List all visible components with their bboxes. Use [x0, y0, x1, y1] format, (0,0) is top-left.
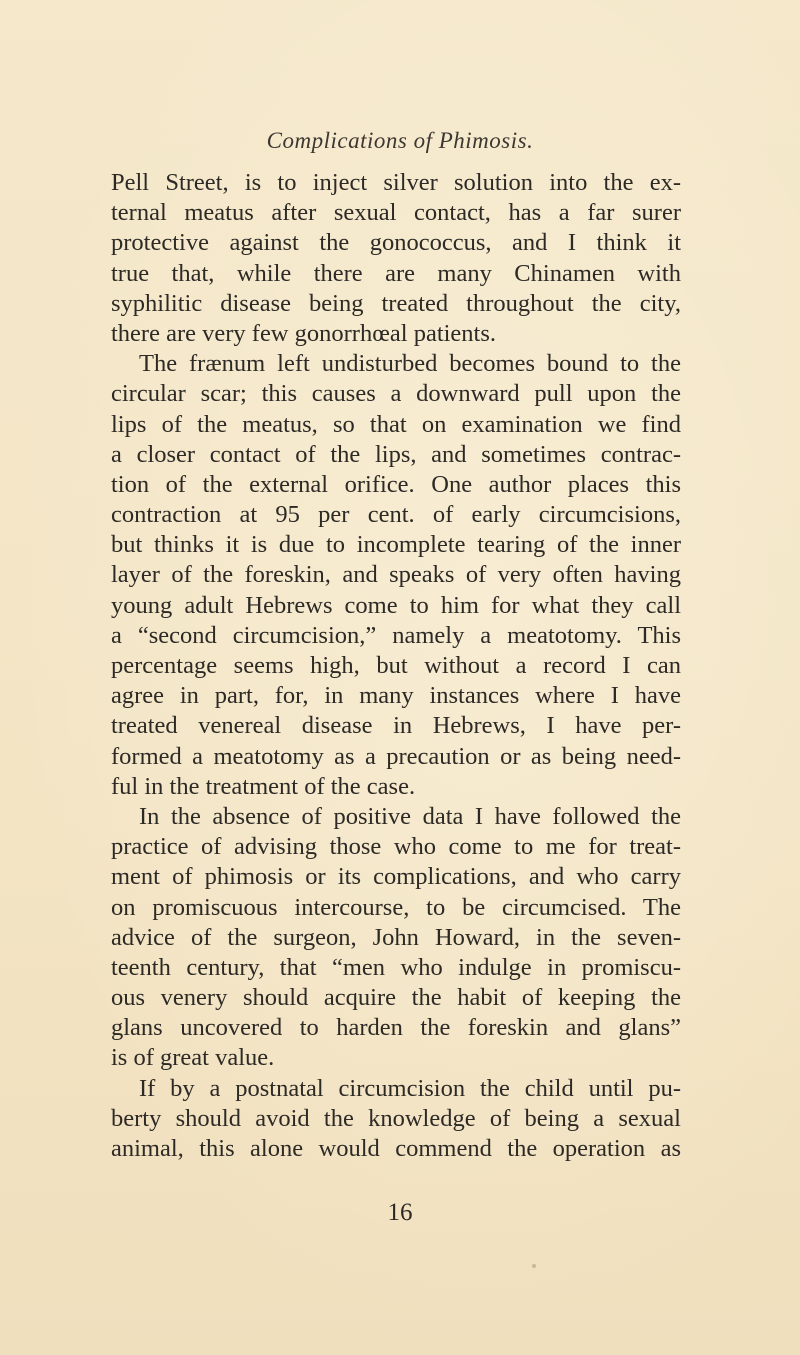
paper-speck [532, 1264, 536, 1268]
text-line: In the absence of positive data I have followed the [139, 802, 681, 830]
text-line: but thinks it is due to incomplete tearing of the inner [111, 531, 681, 559]
text-line: percentage seems high, but without a record I can [111, 652, 681, 679]
text-line: berty should avoid the knowledge of being a sexual [111, 1104, 681, 1132]
running-head: Complications of Phimosis. [266, 128, 534, 153]
text-line: formed a meatotomy as a precaution or as being need- [111, 742, 681, 770]
text-line: layer of the foreskin, and speaks of very often having [111, 561, 681, 589]
text-line: syphilitic disease being treated throughout the city, [111, 289, 681, 317]
text-line: ternal meatus after sexual contact, has a far surer [111, 199, 681, 227]
text-line: If by a postnatal circumcision the child until pu- [139, 1074, 681, 1102]
text-line: treated venereal disease in Hebrews, I have per- [111, 712, 681, 740]
text-line: young adult Hebrews come to him for what they call [111, 591, 681, 619]
text-line: practice of advising those who come to me for treat- [111, 833, 681, 861]
text-line: The frænum left undisturbed becomes bound to the [139, 350, 681, 378]
text-line: there are very few gonorrhœal patients. [111, 319, 497, 347]
text-line: animal, this alone would commend the operation as [111, 1135, 681, 1162]
text-line: is of great value. [111, 1044, 275, 1072]
text-line: protective against the gonococcus, and I think it [111, 229, 681, 257]
text-line: lips of the meatus, so that on examination we find [111, 410, 681, 438]
text-line: a “second circumcision,” namely a meatotomy. This [111, 621, 681, 649]
text-line: circular scar; this causes a downward pull upon the [111, 380, 681, 408]
text-line: teenth century, that “men who indulge in promiscu- [111, 953, 681, 981]
text-line: glans uncovered to harden the foreskin and glans” [111, 1014, 681, 1042]
text-line: a closer contact of the lips, and sometimes contrac- [111, 440, 681, 468]
text-line: tion of the external orifice. One author places this [111, 470, 681, 498]
text-line: ment of phimosis or its complications, and who carry [111, 863, 681, 891]
text-line: advice of the surgeon, John Howard, in the seven- [111, 923, 681, 951]
text-line: agree in part, for, in many instances where I have [111, 682, 681, 710]
text-line: ous venery should acquire the habit of keeping the [111, 984, 681, 1012]
text-line: Pell Street, is to inject silver solution into the ex- [111, 169, 681, 196]
text-line: on promiscuous intercourse, to be circumcised. The [111, 893, 681, 921]
text-line: ful in the treatment of the case. [111, 772, 416, 800]
body-text [111, 168, 681, 1164]
text-line: contraction at 95 per cent. of early circumcisions, [111, 501, 681, 529]
text-line: true that, while there are many Chinamen with [111, 259, 681, 287]
page-number: 16 [387, 1199, 413, 1226]
